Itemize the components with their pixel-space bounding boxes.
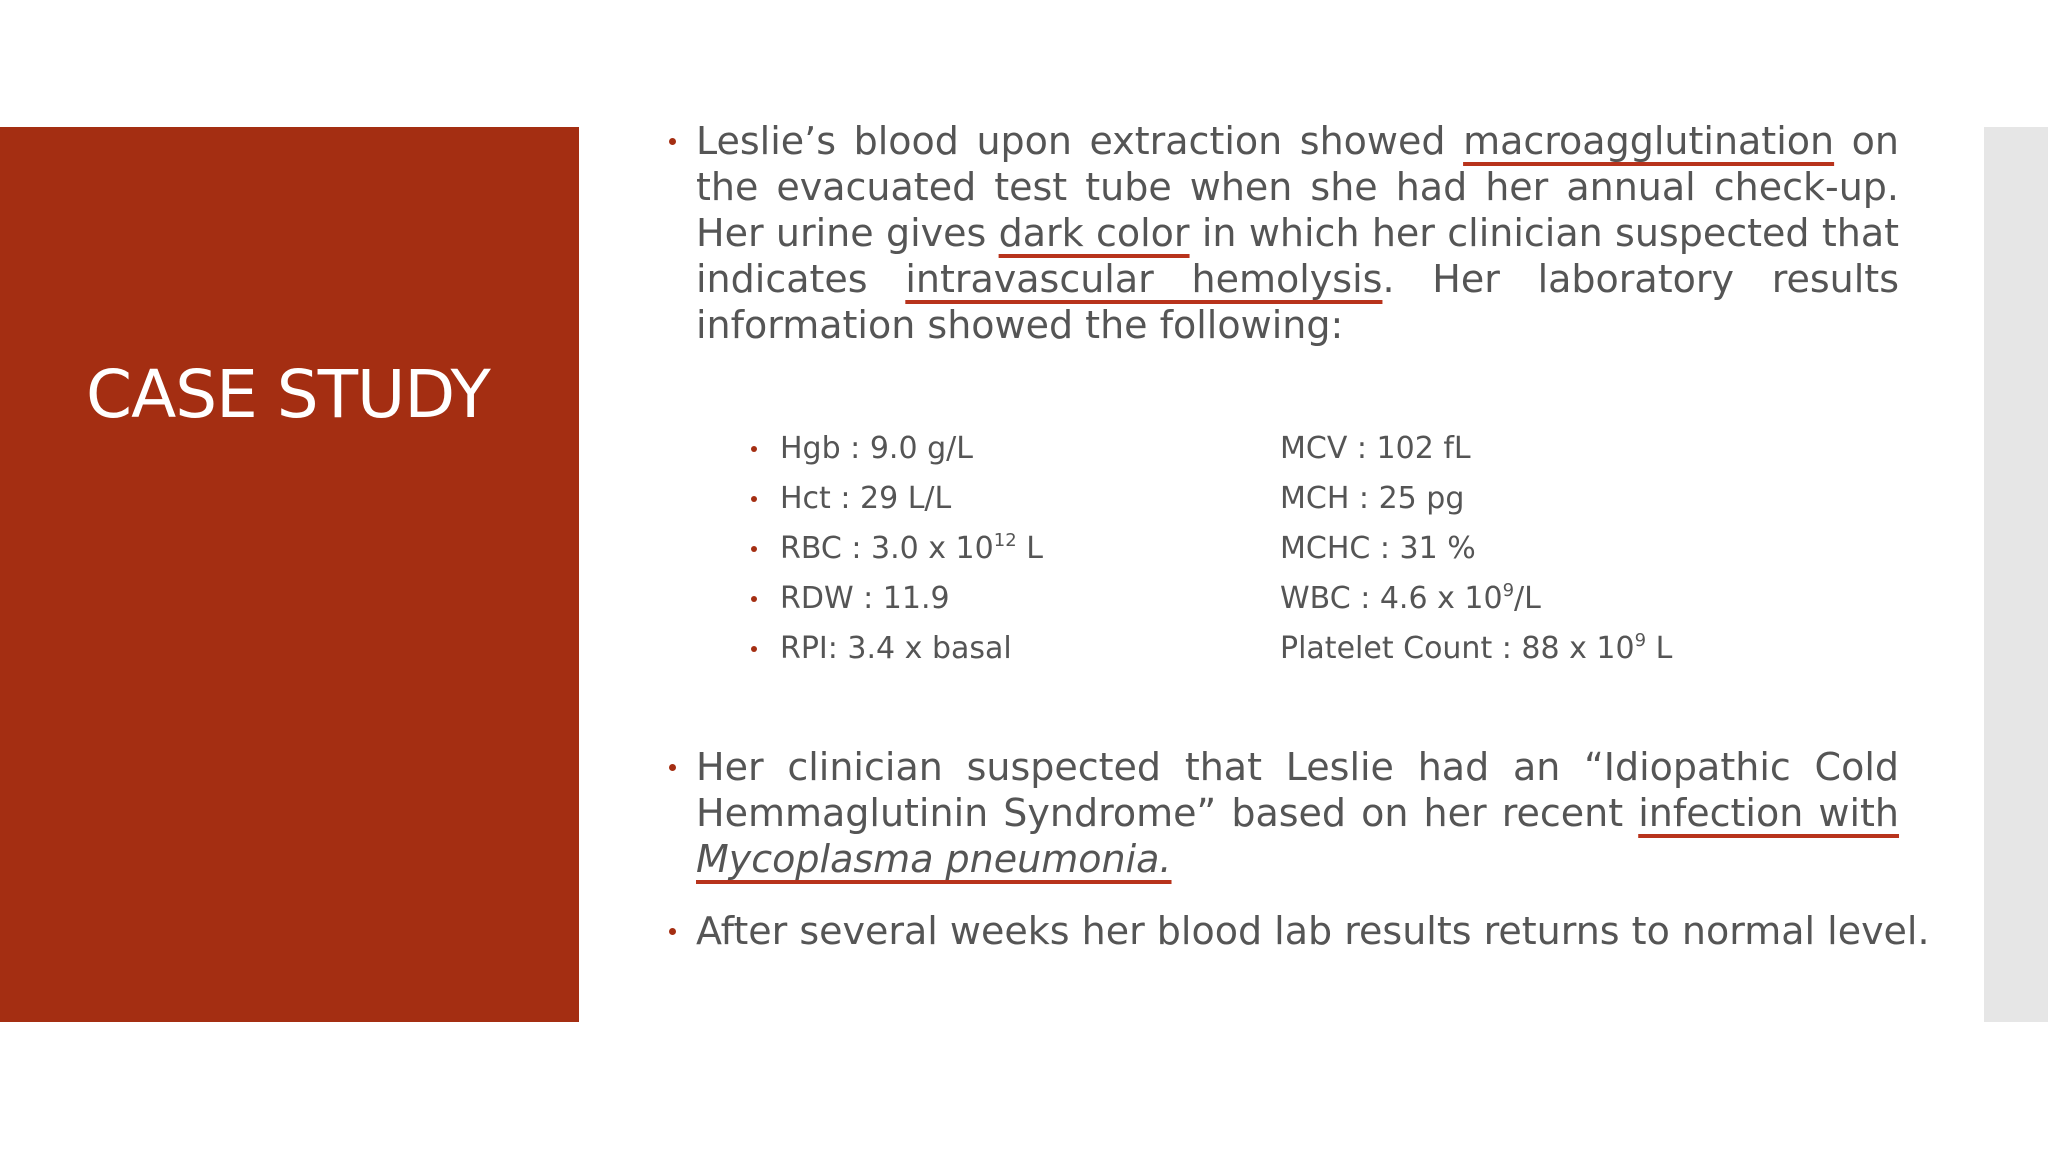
lab-result-item: RPI: 3.4 x basal (748, 624, 1228, 674)
lab-result-item: RBC : 3.0 x $10^{12}$ L (748, 524, 1228, 574)
lab-results-right-column (1280, 424, 1840, 674)
lab-result-item: MCHC : 31 % (1280, 531, 1476, 566)
underlined-term-mycoplasma-pneumonia: Mycoplasma pneumonia. (696, 837, 1172, 881)
bullet-results-normal (660, 908, 1930, 954)
underlined-term-macroagglutination: macroagglutination (1463, 119, 1835, 163)
title-panel (0, 127, 579, 1022)
lab-result-item: Hgb : 9.0 g/L (748, 424, 1228, 474)
underlined-term-dark-color: dark color (998, 211, 1190, 255)
right-edge-strip (1984, 127, 2048, 1022)
underlined-term-infection-with: infection with (1638, 791, 1900, 835)
content-area (660, 118, 1930, 998)
bullet-text: . Her laboratory results information showed the following: (696, 257, 1899, 347)
bullet-text: Her clinician suspected that Leslie had an “Idiopathic Cold Hemmaglutinin Syndrome” based on her recent (696, 745, 1899, 835)
lab-result-item: MCV : 102 fL (1280, 431, 1471, 466)
bullet-text: Leslie’s blood upon extraction showed (696, 119, 1464, 163)
underlined-term-intravascular-hemolysis: intravascular hemolysis (905, 257, 1383, 301)
bullet-clinician-suspected (660, 744, 1899, 882)
lab-result-item: WBC : 4.6 x $10^9/L$ (1280, 580, 1541, 616)
lab-result-item: Platelet Count : 88 x $10^9$ L (1280, 630, 1673, 666)
lab-results (660, 424, 1863, 684)
bullet-text: After several weeks her blood lab results returns to normal level. (696, 909, 1930, 953)
lab-results-left-column (748, 424, 1228, 674)
lab-result-item: Hct : 29 L/L (748, 474, 1228, 524)
lab-result-item: MCH : 25 pg (1280, 481, 1465, 516)
bullet-text: in which her clinician suspected that indicates (696, 211, 1900, 301)
bullet-leslie-blood (660, 118, 1899, 348)
lab-result-item: RDW : 11.9 (748, 574, 1228, 624)
bullet-text: on the evacuated test tube when she had her annual check-up. Her urine gives (696, 119, 1899, 255)
slide-title: CASE STUDY (86, 356, 490, 433)
